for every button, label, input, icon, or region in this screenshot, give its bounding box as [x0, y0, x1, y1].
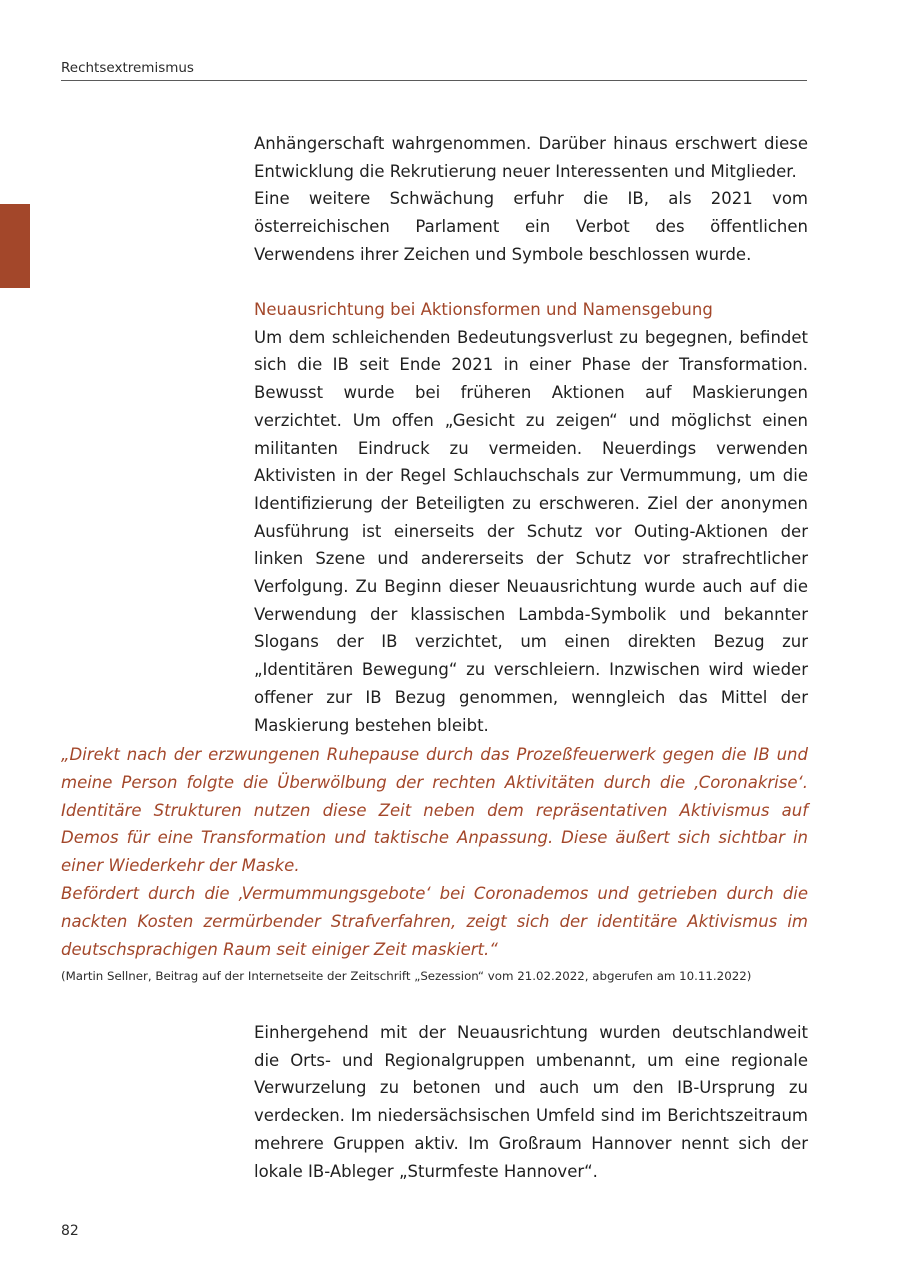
closing-paragraph: Einhergehend mit der Neuausrichtung wurden deutschlandweit die Orts- und Regionalgruppen umbenannt, um eine regionale Verwurzelung zu betonen und auch um den IB-Ursprung zu verdecken. Im niedersächsischen Umfeld sind im Berichtszeitraum mehrere Gruppen aktiv. Im Großraum Hannover nennt sich der lokale IB-Ableger „Sturmfeste Hannover“.: [254, 1023, 808, 1181]
running-title: Rechtsextremismus: [61, 60, 194, 76]
running-head: [61, 58, 807, 81]
text-column-top: [254, 130, 808, 269]
quote-source: (Martin Sellner, Beitrag auf der Internetseite der Zeitschrift „Sezession“ vom 21.02.2022, abgerufen am 10.11.2022): [61, 969, 752, 984]
section-paragraph: Um dem schleichenden Bedeutungsverlust zu begegnen, befindet sich die IB seit Ende 2021 in einer Phase der Transformation. Bewusst wurde bei früheren Aktionen auf Maskierungen verzichtet. Um offen „Gesicht zu zeigen“ und möglichst einen militanten Eindruck zu vermeiden. Neuerdings verwenden Aktivisten in der Regel Schlauchschals zur Vermummung, um die Identifizierung der Beteiligten zu erschweren. Ziel der anonymen Ausführung ist einerseits der Schutz vor Outing-Aktionen der linken Szene und andererseits der Schutz vor strafrechtlicher Verfolgung. Zu Beginn dieser Neuausrichtung wurde auch auf die Verwendung der klassischen Lambda-Symbolik und bekannter Slogans der IB verzichtet, um einen direkten Bezug zur „Identitären Bewegung“ zu verschleiern. Inzwischen wird wieder offener zur IB Bezug genommen, wenngleich das Mittel der Maskierung bestehen bleibt.: [254, 327, 808, 735]
quote-part-1: „Direkt nach der erzwungenen Ruhepause durch das Prozeßfeuerwerk gegen die IB und meine Person folgte die Überwölbung der rechten Aktivitäten durch die ‚Coronakrise‘. Identitäre Strukturen nutzen diese Zeit neben dem repräsentativen Aktivismus auf Demos für eine Transformation und taktische Anpassung. Diese äußert sich sichtbar in einer Wiederkehr der Maske.: [61, 745, 808, 876]
quote-part-2: Befördert durch die ‚Vermummungsgebote‘ bei Coronademos und getrieben durch die nackten Kosten zermürbender Strafverfahren, zeigt sich der identitäre Aktivismus im deutschsprachigen Raum seit einiger Zeit maskiert.“: [61, 883, 808, 959]
section-heading: Neuausrichtung bei Aktionsformen und Namensgebung: [254, 300, 713, 319]
quote-block: [61, 741, 808, 985]
ban-paragraph: Eine weitere Schwächung erfuhr die IB, als 2021 vom österreichischen Parlament ein Verbot des öffentlichen Verwendens ihrer Zeichen und Symbole beschlossen wurde.: [254, 189, 808, 264]
page-number: 82: [61, 1223, 79, 1239]
text-column-bottom: [254, 1019, 808, 1185]
chapter-side-tab: [0, 204, 30, 288]
text-column-section: [254, 296, 808, 739]
intro-paragraph: Anhängerschaft wahrgenommen. Darüber hinaus erschwert diese Entwicklung die Rekrutierung neuer Interessenten und Mitglieder.: [254, 134, 808, 181]
